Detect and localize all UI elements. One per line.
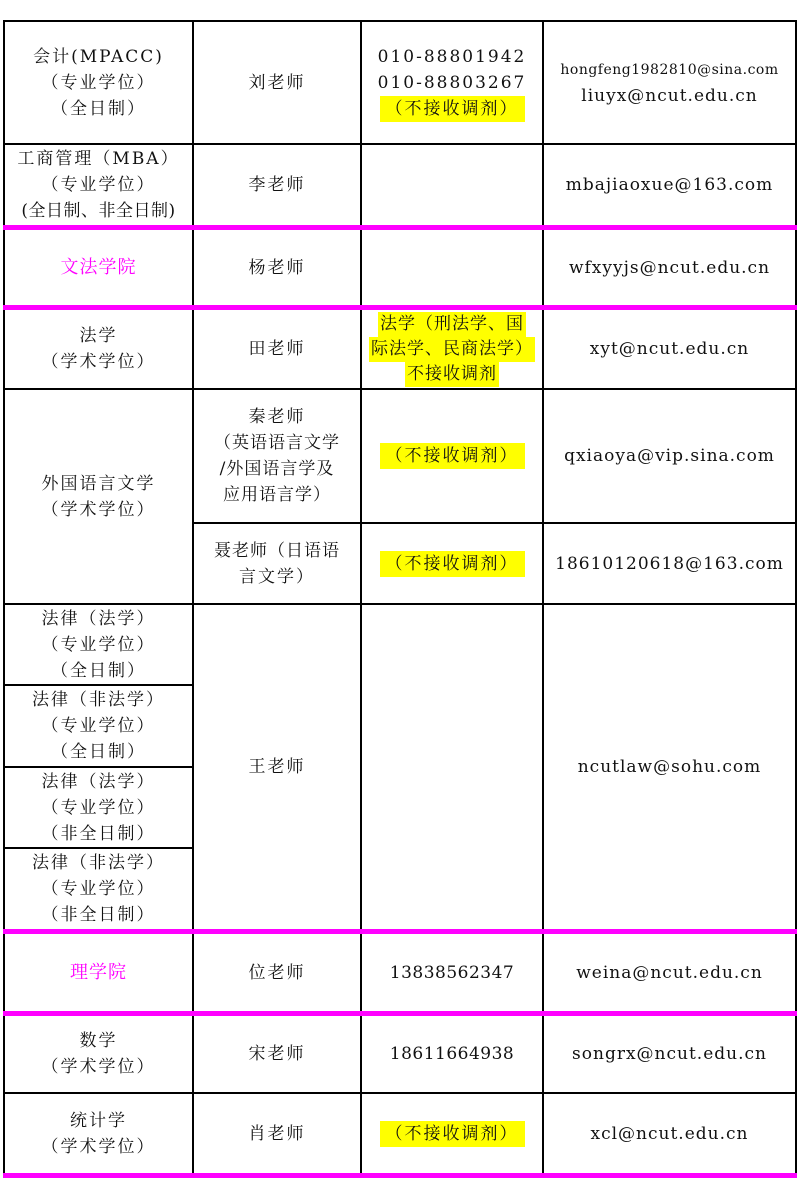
program-mode: （全日制）: [51, 98, 146, 119]
phone-cell: [362, 1016, 542, 1092]
email-address: xcl@ncut.edu.cn: [590, 1123, 749, 1144]
college-cell: [5, 934, 192, 1011]
contact-name: 王老师: [248, 757, 306, 777]
no-transfer-note: （不接收调剂）: [380, 96, 525, 122]
contact-cell: [194, 230, 360, 305]
program-cell: [5, 390, 192, 603]
contact-cell: [194, 310, 360, 388]
program-mode: （全日制）: [51, 742, 146, 762]
phone-cell: [362, 390, 542, 522]
email-address: songrx@ncut.edu.cn: [572, 1044, 767, 1064]
email-cell: [544, 145, 795, 225]
program-mode: （非全日制）: [41, 823, 156, 844]
contact-cell: [194, 22, 360, 143]
contact-cell: [194, 605, 360, 929]
email-cell: [544, 1094, 795, 1173]
email-address: mbajiaoxue@163.com: [565, 175, 774, 195]
contact-cell: [194, 934, 360, 1011]
contact-cell: [194, 145, 360, 225]
no-transfer-note: 不接收调剂: [405, 362, 499, 387]
program-mode: （非全日制）: [41, 905, 156, 925]
phone-cell: [362, 934, 542, 1011]
college-name: 文法学院: [60, 256, 137, 278]
program-name: 法律（非法学）: [32, 853, 165, 873]
program-name: 统计学: [70, 1110, 127, 1131]
contact-scope: （英语语言文学: [214, 433, 340, 453]
email-address: wfxyyjs@ncut.edu.cn: [568, 257, 771, 278]
program-cell: [5, 768, 192, 847]
contact-cell: [194, 390, 360, 522]
email-cell: [544, 22, 795, 143]
contact-name: 秦老师: [248, 407, 306, 427]
phone-number: 010-88801942: [377, 46, 527, 67]
phone-number: 010-88803267: [377, 72, 527, 93]
contact-name: 刘老师: [248, 72, 306, 93]
no-transfer-note: （不接收调剂）: [380, 551, 525, 577]
program-type: （学术学位）: [41, 1057, 156, 1077]
contact-name: 位老师: [248, 962, 306, 983]
email-address: ncutlaw@sohu.com: [577, 757, 762, 777]
program-name: 会计(MPACC): [33, 46, 164, 67]
phone-number: 18611664938: [389, 1044, 515, 1064]
program-name: 外国语言文学: [41, 473, 156, 494]
contact-cell: [194, 524, 360, 603]
phone-cell: [362, 524, 542, 603]
contact-name: 肖老师: [248, 1123, 306, 1144]
email-address: liuyx@ncut.edu.cn: [581, 85, 758, 106]
email-cell: [544, 230, 795, 305]
program-name: 法律（非法学）: [32, 690, 165, 710]
program-type: （专业学位）: [41, 797, 156, 818]
program-name: 工商管理（MBA）: [17, 149, 180, 169]
program-type: （专业学位）: [41, 72, 156, 93]
contact-scope: /外国语言学及: [219, 459, 335, 479]
email-address: weina@ncut.edu.cn: [576, 962, 763, 983]
email-address: hongfeng1982810@sina.com: [560, 61, 779, 78]
phone-cell: [362, 22, 542, 143]
email-cell: [544, 524, 795, 603]
email-address: 18610120618@163.com: [555, 553, 784, 574]
contact-name: 田老师: [248, 339, 306, 359]
contact-cell: [194, 1016, 360, 1092]
program-mode: (全日制、非全日制): [21, 201, 176, 221]
no-transfer-note: （不接收调剂）: [380, 443, 525, 469]
contact-name: 杨老师: [248, 257, 306, 278]
contact-cell: [194, 1094, 360, 1173]
program-cell: [5, 22, 192, 143]
email-cell: [544, 605, 795, 929]
email-cell: [544, 310, 795, 388]
program-cell: [5, 145, 192, 225]
program-cell: [5, 1094, 192, 1173]
program-type: （学术学位）: [41, 499, 156, 520]
program-cell: [5, 310, 192, 388]
program-type: （专业学位）: [41, 634, 156, 655]
program-cell: [5, 605, 192, 684]
email-cell: [544, 1016, 795, 1092]
email-address: xyt@ncut.edu.cn: [589, 339, 750, 359]
contact-name: 聂老师（日语语: [214, 540, 340, 561]
contact-scope: 言文学）: [239, 566, 315, 587]
program-name: 数学: [79, 1031, 118, 1051]
program-name: 法律（法学）: [41, 608, 156, 629]
program-cell: [5, 849, 192, 929]
college-separator: [3, 1173, 797, 1178]
phone-cell: [362, 1094, 542, 1173]
program-name: 法律（法学）: [41, 771, 156, 792]
program-type: （专业学位）: [41, 175, 156, 195]
program-type: （专业学位）: [41, 716, 156, 736]
email-cell: [544, 390, 795, 522]
program-cell: [5, 1016, 192, 1092]
college-name: 理学院: [70, 961, 127, 983]
table-border-right: [795, 20, 797, 1175]
no-transfer-note: 际法学、民商法学）: [369, 337, 535, 362]
program-type: （学术学位）: [41, 352, 156, 372]
program-type: （专业学位）: [41, 879, 156, 899]
program-cell: [5, 686, 192, 766]
phone-number: 13838562347: [389, 962, 515, 983]
program-name: 法学: [79, 326, 118, 346]
phone-cell: [362, 310, 542, 388]
college-cell: [5, 230, 192, 305]
no-transfer-note: 法学（刑法学、国: [378, 312, 526, 337]
contact-name: 李老师: [248, 175, 306, 195]
no-transfer-note: （不接收调剂）: [380, 1121, 525, 1147]
program-mode: （全日制）: [51, 660, 146, 681]
program-type: （学术学位）: [41, 1136, 156, 1157]
contact-name: 宋老师: [248, 1044, 306, 1064]
contact-scope: 应用语言学）: [223, 485, 331, 505]
email-cell: [544, 934, 795, 1011]
email-address: qxiaoya@vip.sina.com: [564, 446, 775, 466]
